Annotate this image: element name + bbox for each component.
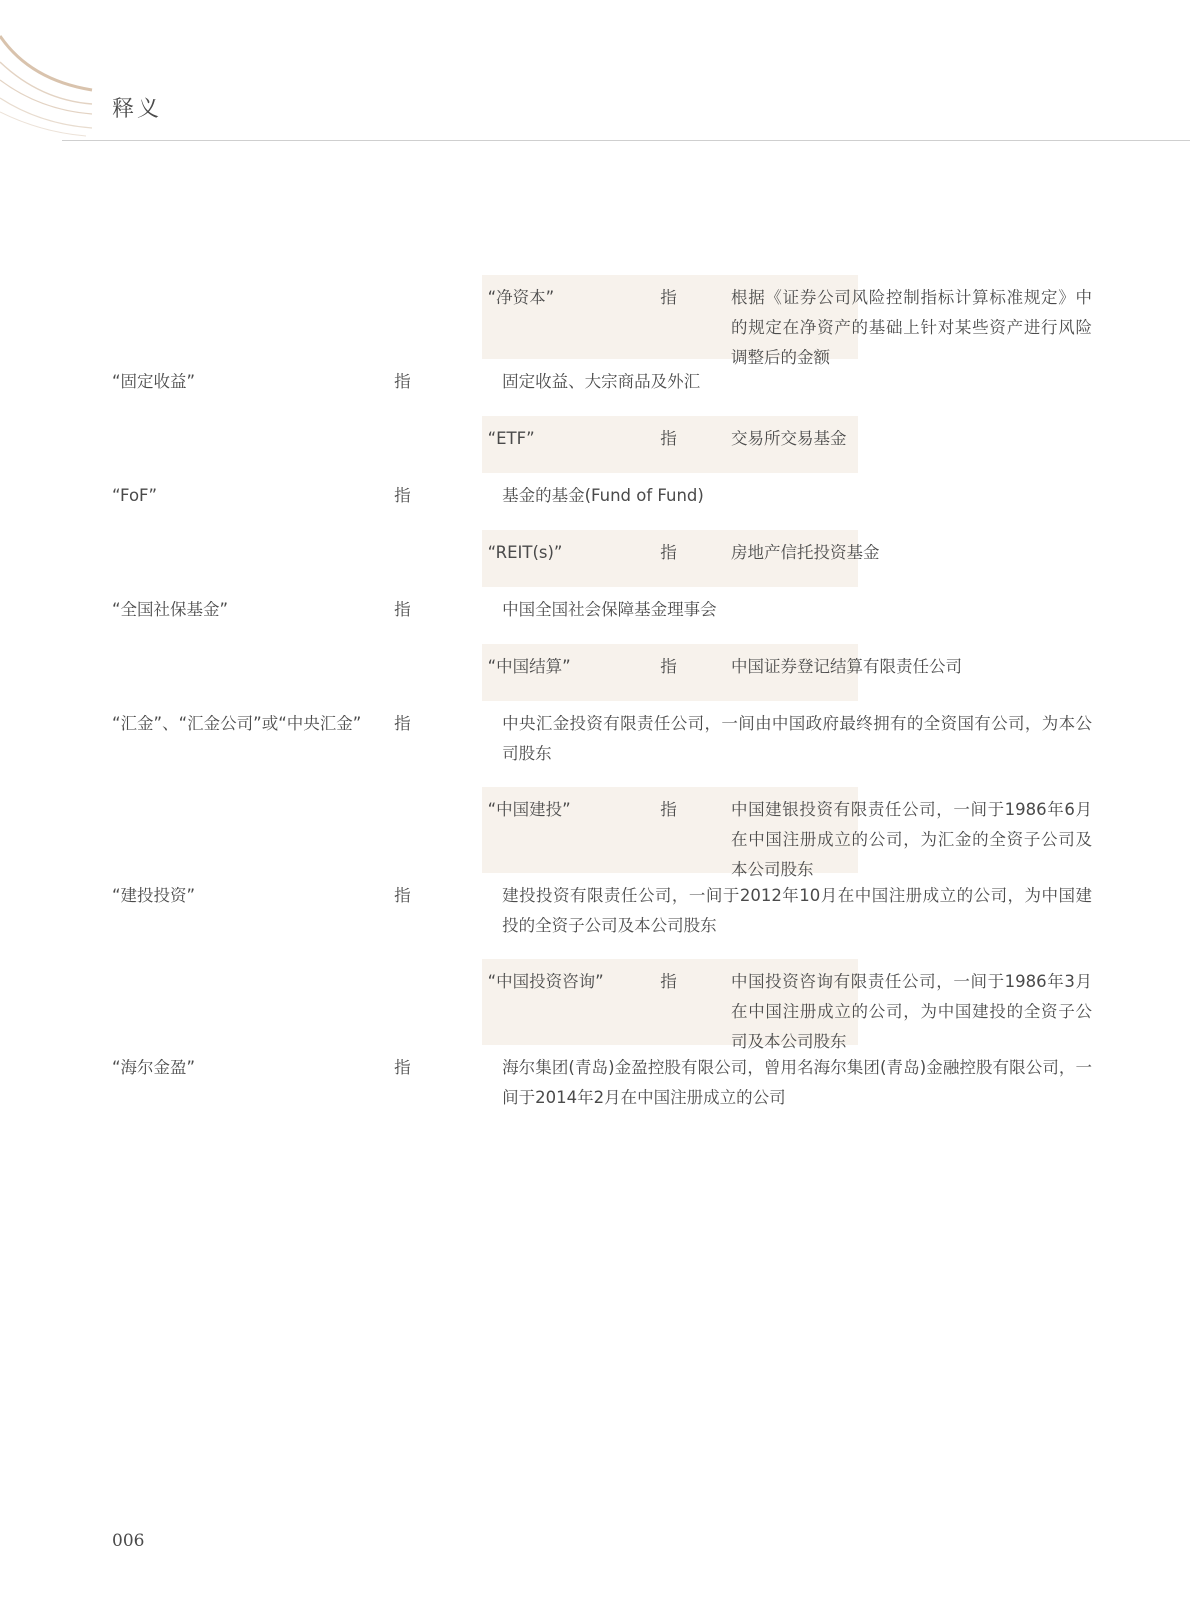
definitions-list xyxy=(112,283,1104,1139)
definition-means: 指 xyxy=(394,486,411,505)
definition-term: “汇金”、“汇金公司”或“中央汇金” xyxy=(112,714,362,733)
definition-row xyxy=(112,424,1104,481)
definition-term: “固定收益” xyxy=(112,372,196,391)
definition-description: 交易所交易基金 xyxy=(730,429,847,448)
definition-row xyxy=(112,283,1104,367)
definition-term: “FoF” xyxy=(112,486,158,505)
definition-row xyxy=(112,538,1104,595)
definition-description: 中国建银投资有限责任公司，一间于1986年6月在中国注册成立的公司，为汇金的全资子公司及本公司股东 xyxy=(730,800,1092,879)
definition-term: “净资本” xyxy=(487,288,555,307)
definition-row xyxy=(112,709,1104,795)
definition-row xyxy=(112,881,1104,967)
definition-means: 指 xyxy=(660,972,677,991)
definition-term: “建投投资” xyxy=(112,886,196,905)
definition-means: 指 xyxy=(394,600,411,619)
definition-means: 指 xyxy=(660,429,677,448)
definition-means: 指 xyxy=(660,543,677,562)
definition-row xyxy=(112,795,1104,881)
definition-description: 中国证券登记结算有限责任公司 xyxy=(730,657,962,676)
definition-row xyxy=(112,967,1104,1053)
definition-term: “中国建投” xyxy=(487,800,571,819)
definition-means: 指 xyxy=(394,1058,411,1077)
definition-means: 指 xyxy=(660,288,677,307)
definition-means: 指 xyxy=(660,657,677,676)
definition-term: “海尔金盈” xyxy=(112,1058,196,1077)
definition-term: “全国社保基金” xyxy=(112,600,229,619)
page-number: 006 xyxy=(112,1531,145,1551)
header-divider xyxy=(62,140,1190,141)
definition-description: 中国投资咨询有限责任公司，一间于1986年3月在中国注册成立的公司，为中国建投的全资子公司及本公司股东 xyxy=(730,972,1092,1051)
definition-description: 固定收益、大宗商品及外汇 xyxy=(502,372,701,391)
page-title: 释义 xyxy=(112,97,163,122)
definition-description: 建投投资有限责任公司，一间于2012年10月在中国注册成立的公司，为中国建投的全资子公司及本公司股东 xyxy=(502,886,1092,935)
definition-means: 指 xyxy=(394,886,411,905)
definition-term: “中国投资咨询” xyxy=(487,972,604,991)
definition-row xyxy=(112,652,1104,709)
definition-term: “REIT(s)” xyxy=(487,543,563,562)
definition-means: 指 xyxy=(660,800,677,819)
definition-description: 海尔集团(青岛)金盈控股有限公司，曾用名海尔集团(青岛)金融控股有限公司，一间于2014年2月在中国注册成立的公司 xyxy=(502,1058,1092,1107)
definition-description: 中国全国社会保障基金理事会 xyxy=(502,600,717,619)
definition-row xyxy=(112,1053,1104,1139)
definition-description: 根据《证券公司风险控制指标计算标准规定》中的规定在净资产的基础上针对某些资产进行风险调整后的金额 xyxy=(730,288,1092,367)
decorative-arcs xyxy=(0,0,130,150)
definition-description: 基金的基金(Fund of Fund) xyxy=(502,486,704,505)
definition-means: 指 xyxy=(394,714,411,733)
definition-means: 指 xyxy=(394,372,411,391)
definition-description: 房地产信托投资基金 xyxy=(730,543,880,562)
definition-term: “ETF” xyxy=(487,429,535,448)
definition-term: “中国结算” xyxy=(487,657,571,676)
definition-description: 中央汇金投资有限责任公司，一间由中国政府最终拥有的全资国有公司，为本公司股东 xyxy=(502,714,1092,763)
